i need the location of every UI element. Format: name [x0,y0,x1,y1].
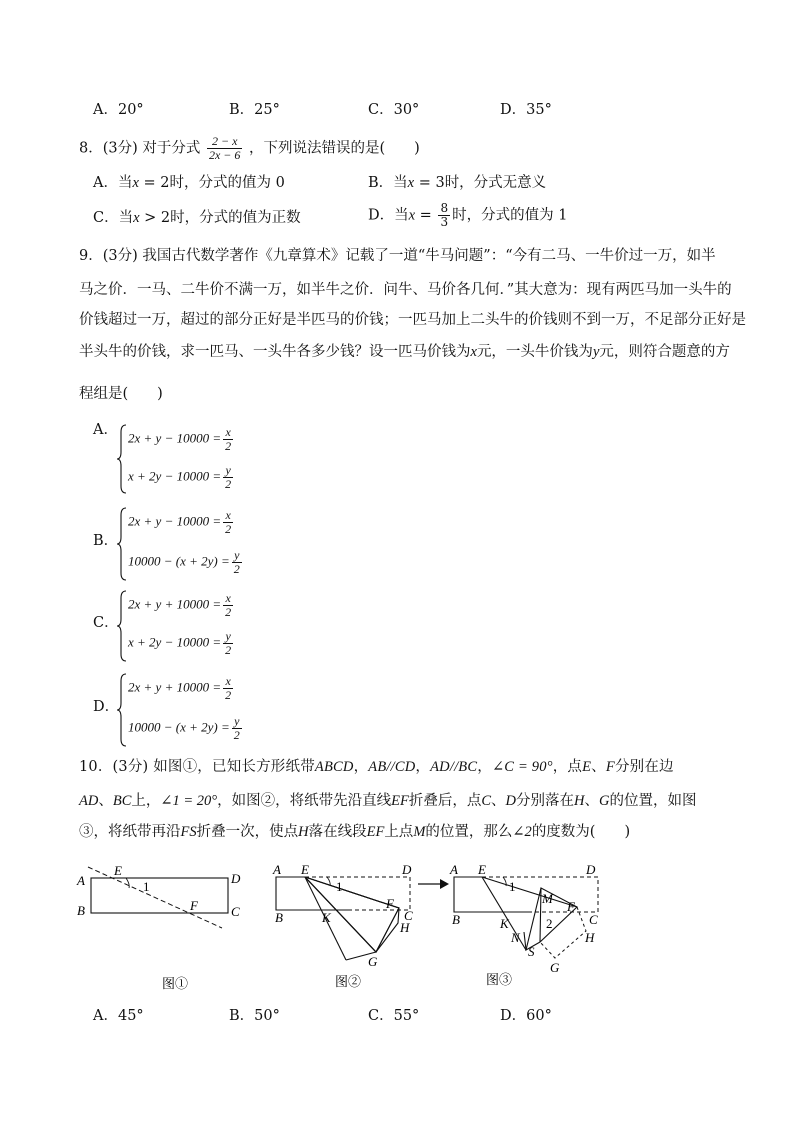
q10-g: G [598,793,610,809]
q10-fs: FS [180,824,197,840]
q10-option-d: D．60° [500,1008,552,1024]
q10-l2c: ，如图②，将纸带先沿直线 [217,793,392,809]
f3-label-d: D [586,862,596,877]
q8-b-x: x [407,175,415,191]
q9-line4-a: 半头牛的价钱，求一匹马、一头牛各多少钱？设一匹马价钱为 [79,344,471,360]
q8-c-x: x [133,210,140,226]
q8-b-tail: 时，分式无意义 [444,175,547,191]
q10-option-a: A．45° [93,1008,144,1024]
q8-c-cond: > 2 [139,210,171,226]
f3-label-g: G [550,960,560,975]
f2-label-f: F [386,896,394,911]
f2-label-h: H [400,920,410,935]
q10-m: M [413,824,426,840]
f3-label-2: 2 [546,916,553,931]
q9-option-b-label: B． [93,533,119,549]
q8-stem [79,135,420,162]
q10-l3c: 落在线段 [308,824,367,840]
q9-line4-c: 元，则符合题意的方 [599,344,730,360]
q10-option-b: B．50° [229,1008,280,1024]
q8-option-d [368,202,567,229]
figure-1 [76,863,241,991]
f3-label-m: M [542,891,553,906]
q10-option-c: C．55° [368,1008,420,1024]
q8-d-num: 8 [440,201,449,215]
q8-stem-tail: ，下列说法错误的是( ) [249,140,420,157]
q10-l2d: 折叠后，点 [408,793,482,809]
q9-b-eq2: 10000 − (x + 2y) = [128,553,230,569]
q9-b-n2: y [234,548,240,562]
q10-f: F [605,759,615,775]
f1-label-d: D [231,871,241,886]
q8-frac-num: 2 − x [211,134,238,148]
q10-ef2: EF [366,824,385,840]
q7-option-b: B．25° [229,102,280,118]
q10-bc: BC [112,793,132,809]
f2-label-g: G [368,954,378,969]
q9-b-eq1: 2x + y − 10000 = [128,513,222,529]
f3-label-s: S [528,944,535,959]
q8-option-c [93,208,301,228]
q10-l2e: 、 [491,793,506,809]
q8-b-pre: B．当 [368,175,408,191]
q10-l1b: ， [353,759,369,775]
q9-var-y: y [592,344,600,360]
q10-angle-c: ∠C = 90° [491,759,553,775]
f1-label-e: E [114,863,122,878]
f2-label-a: A [273,862,281,877]
f1-label-f: F [190,898,198,913]
f1-label-c: C [231,904,240,919]
q10-l1e: ，点 [552,759,583,775]
q10-l2f: 分别落在 [515,793,574,809]
f3-label-f: F [567,899,575,914]
q10-l2g: 、 [584,793,599,809]
q9-line-3: 价钱超过一万，超过的部分正好是半匹马的价钱；一匹马加上二头牛的价钱则不到一万，不足部分正好是 [79,312,746,328]
q9-a-d2: 2 [225,477,232,491]
f3-label-h: H [585,930,595,945]
f3-label-a: A [450,862,458,877]
q9-d-d1: 2 [225,688,232,702]
q10-l1d: ， [477,759,492,775]
q9-option-a-system [116,424,256,494]
q9-b-d2: 2 [233,562,240,576]
q9-d-eq1: 2x + y + 10000 = [128,679,222,695]
q9-c-d2: 2 [225,643,232,657]
f2-label-b: B [275,910,283,925]
q10-h: H [573,793,585,809]
q9-b-n1: x [225,508,231,522]
q9-d-n1: x [225,674,231,688]
q9-c-n1: x [225,591,231,605]
q10-l1g: 分别在边 [614,759,674,775]
q9-option-a-label: A． [93,422,118,438]
f2-label-k: K [322,910,331,925]
q10-ad-bc: AD//BC [430,759,478,775]
q8-a-tail: 时，分式的值为 0 [169,175,285,191]
q8-number: 8．(3分) 对于分式 [79,140,201,157]
q9-d-d2: 2 [233,728,240,742]
q10-l1a: 10．(3分) 如图①，已知长方形纸带 [79,759,315,775]
f3-caption: 图③ [486,972,513,987]
q10-abcd: ABCD [314,759,354,775]
figure-2 [272,862,413,989]
q8-d-den: 3 [440,215,449,229]
q9-a-d1: 2 [225,439,232,453]
q10-l3b: 折叠一次，使点 [196,824,299,840]
f3-label-1: 1 [509,879,516,894]
q8-b-cond: = 3 [414,175,445,191]
q8-option-a [93,173,285,193]
q9-c-eq1: 2x + y + 10000 = [128,596,222,612]
q10-angle-1: ∠1 = 20° [160,793,218,809]
f3-label-c: C [589,912,598,927]
q10-l3a: ③，将纸带再沿 [79,824,181,840]
f1-label-a: A [77,873,85,888]
q10-l3f: 的度数为( ) [531,824,631,840]
q8-a-cond: = 2 [138,175,170,191]
q10-l2a: 、 [98,793,113,809]
f3-label-b: B [452,912,460,927]
q9-line-5: 程组是( ) [79,386,163,402]
q9-d-n2: y [234,714,240,728]
q8-d-fraction [438,202,450,229]
q9-option-c-system [116,590,256,662]
q9-line4-b: 元，一头牛价钱为 [476,344,593,360]
q10-h2: H [298,824,309,840]
q9-option-c-label: C． [93,615,119,631]
q9-line-2: 马之价．一马、二牛价不满一万，如半牛之价．问牛、马价各几何．”其大意为：现有两匹马加一头牛的 [79,282,732,298]
q9-line-1: 9．(3分) 我国古代数学著作《九章算术》记载了一道“牛马问题”：“今有二马、一牛价过一万，如半 [79,248,716,264]
f2-label-c: C [404,908,413,923]
q8-a-x: x [132,175,139,191]
q8-d-tail: 时，分式的值为 1 [452,207,568,224]
q8-d-pre: D．当 [368,207,409,224]
q9-a-n2: y [225,463,231,477]
f3-label-n: N [511,930,520,945]
q10-l1c: ， [415,759,431,775]
figure-3 [449,862,598,987]
brace-icon [116,507,128,581]
q7-option-c: C．30° [368,102,420,118]
q9-b-d1: 2 [225,522,232,536]
f2-label-1: 1 [336,879,343,894]
q10-ab-cd: AB//CD [368,759,416,775]
q9-d-eq2: 10000 − (x + 2y) = [128,719,230,735]
q10-ef: EF [391,793,409,809]
q10-angle-2: ∠2 [512,824,532,840]
q8-fraction [207,135,242,162]
q9-c-eq2: x + 2y − 10000 = [128,634,222,650]
f2-label-d: D [402,862,412,877]
q10-c: C [481,793,491,809]
q9-option-d-system [116,673,276,747]
q10-l2b: 上， [131,793,161,809]
q9-c-d1: 2 [225,605,232,619]
brace-icon [116,673,128,747]
q8-c-tail: 时，分式的值为正数 [170,210,301,226]
q9-a-n1: x [225,425,231,439]
q8-c-pre: C．当 [93,210,134,226]
q10-figures [0,855,794,995]
q10-line-3 [79,822,630,842]
q10-line-2 [79,791,696,811]
q7-option-d: D．35° [500,102,552,118]
q9-c-n2: y [225,629,231,643]
q8-d-eq: = [415,207,437,224]
q7-option-a: A．20° [93,102,144,118]
f1-label-b: B [77,903,85,918]
q8-option-b [368,173,546,193]
q9-option-d-label: D． [93,699,120,715]
q10-l3d: 上点 [384,824,414,840]
q9-a-eq2: x + 2y − 10000 = [128,468,222,484]
f3-label-e: E [478,862,486,877]
q8-d-x: x [408,207,416,224]
q8-frac-den: 2x − 6 [208,148,241,162]
q10-l1f: 、 [591,759,606,775]
f3-label-k: K [500,916,509,931]
q10-l2h: 的位置，如图 [609,793,697,809]
f2-caption: 图② [335,974,362,989]
q9-a-eq1: 2x + y − 10000 = [128,430,222,446]
q10-l3e: 的位置，那么 [425,824,513,840]
f1-caption: 图① [162,976,189,991]
arrow-right-icon [418,879,449,889]
q10-d: D [505,793,516,809]
brace-icon [116,590,128,662]
q9-line-4 [79,342,730,362]
q10-ad: AD [79,793,99,809]
q10-e: E [582,759,592,775]
f1-label-1: 1 [143,879,150,894]
f2-label-e: E [301,862,309,877]
q9-var-x: x [470,344,477,360]
brace-icon [116,424,128,494]
q10-line-1 [79,757,674,777]
q9-option-b-system [116,507,276,581]
q8-a-pre: A．当 [93,175,133,191]
